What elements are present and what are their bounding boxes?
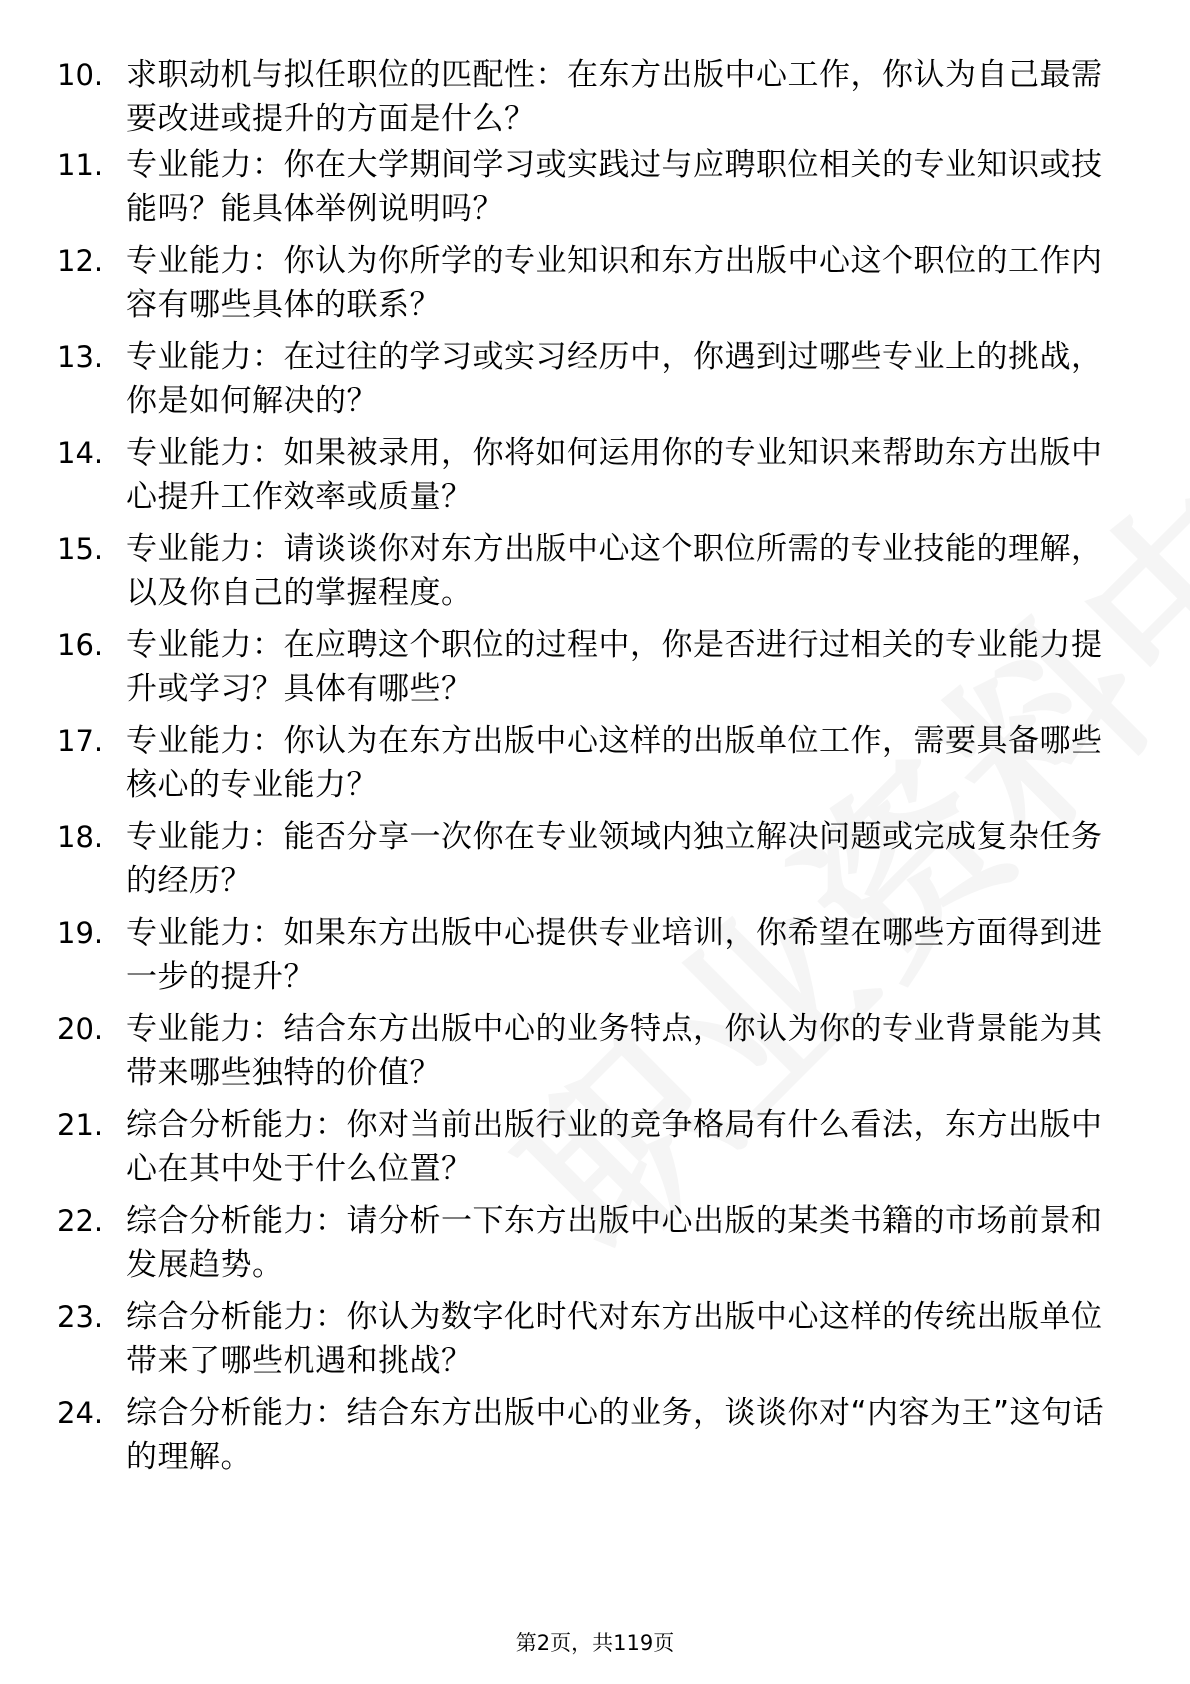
question-item bbox=[0, 1295, 1190, 1391]
page-footer: 第2页，共119页 bbox=[515, 1631, 675, 1655]
question-item bbox=[0, 335, 1190, 431]
question-number: 16. bbox=[57, 628, 104, 662]
question-text: 综合分析能力：请分析一下东方出版中心出版的某类书籍的市场前景和发展趋势。 bbox=[126, 1203, 1103, 1283]
question-item bbox=[0, 53, 1190, 149]
question-number: 18. bbox=[57, 820, 104, 854]
question-text: 综合分析能力：结合东方出版中心的业务，谈谈你对“内容为王”这句话的理解。 bbox=[126, 1395, 1105, 1475]
question-item bbox=[0, 1103, 1190, 1199]
question-item bbox=[0, 431, 1190, 527]
question-number: 10. bbox=[57, 58, 104, 92]
question-number: 15. bbox=[57, 532, 104, 566]
question-text: 求职动机与拟任职位的匹配性：在东方出版中心工作，你认为自己最需要改进或提升的方面是什么？ bbox=[126, 57, 1103, 137]
question-number: 12. bbox=[57, 244, 104, 278]
question-text: 专业能力：在过往的学习或实习经历中，你遇到过哪些专业上的挑战，你是如何解决的？ bbox=[126, 339, 1103, 419]
question-item bbox=[0, 527, 1190, 623]
question-item bbox=[0, 1007, 1190, 1103]
question-number: 20. bbox=[57, 1012, 104, 1046]
question-number: 14. bbox=[57, 436, 104, 470]
question-number: 23. bbox=[57, 1300, 104, 1334]
question-text: 专业能力：你在大学期间学习或实践过与应聘职位相关的专业知识或技能吗？能具体举例说明吗？ bbox=[126, 147, 1103, 227]
question-text: 专业能力：在应聘这个职位的过程中，你是否进行过相关的专业能力提升或学习？具体有哪些？ bbox=[126, 627, 1103, 707]
question-text: 专业能力：请谈谈你对东方出版中心这个职位所需的专业技能的理解，以及你自己的掌握程度。 bbox=[126, 531, 1103, 611]
question-text: 专业能力：能否分享一次你在专业领域内独立解决问题或完成复杂任务的经历？ bbox=[126, 819, 1103, 899]
question-item bbox=[0, 239, 1190, 335]
question-text: 综合分析能力：你认为数字化时代对东方出版中心这样的传统出版单位带来了哪些机遇和挑战？ bbox=[126, 1299, 1103, 1379]
question-number: 13. bbox=[57, 340, 104, 374]
question-item bbox=[0, 1199, 1190, 1295]
question-item bbox=[0, 143, 1190, 239]
question-text: 专业能力：如果东方出版中心提供专业培训，你希望在哪些方面得到进一步的提升？ bbox=[126, 915, 1103, 995]
question-item bbox=[0, 623, 1190, 719]
question-item bbox=[0, 815, 1190, 911]
question-number: 24. bbox=[57, 1396, 104, 1430]
question-text: 综合分析能力：你对当前出版行业的竞争格局有什么看法，东方出版中心在其中处于什么位置？ bbox=[126, 1107, 1103, 1187]
question-text: 专业能力：结合东方出版中心的业务特点，你认为你的专业背景能为其带来哪些独特的价值？ bbox=[126, 1011, 1103, 1091]
question-number: 17. bbox=[57, 724, 104, 758]
question-number: 19. bbox=[57, 916, 104, 950]
question-number: 21. bbox=[57, 1108, 104, 1142]
question-number: 11. bbox=[57, 148, 104, 182]
question-number: 22. bbox=[57, 1204, 104, 1238]
question-text: 专业能力：如果被录用，你将如何运用你的专业知识来帮助东方出版中心提升工作效率或质量？ bbox=[126, 435, 1103, 515]
question-text: 专业能力：你认为你所学的专业知识和东方出版中心这个职位的工作内容有哪些具体的联系？ bbox=[126, 243, 1103, 323]
question-text: 专业能力：你认为在东方出版中心这样的出版单位工作，需要具备哪些核心的专业能力？ bbox=[126, 723, 1103, 803]
question-item bbox=[0, 1391, 1190, 1487]
question-item bbox=[0, 719, 1190, 815]
question-item bbox=[0, 911, 1190, 1007]
